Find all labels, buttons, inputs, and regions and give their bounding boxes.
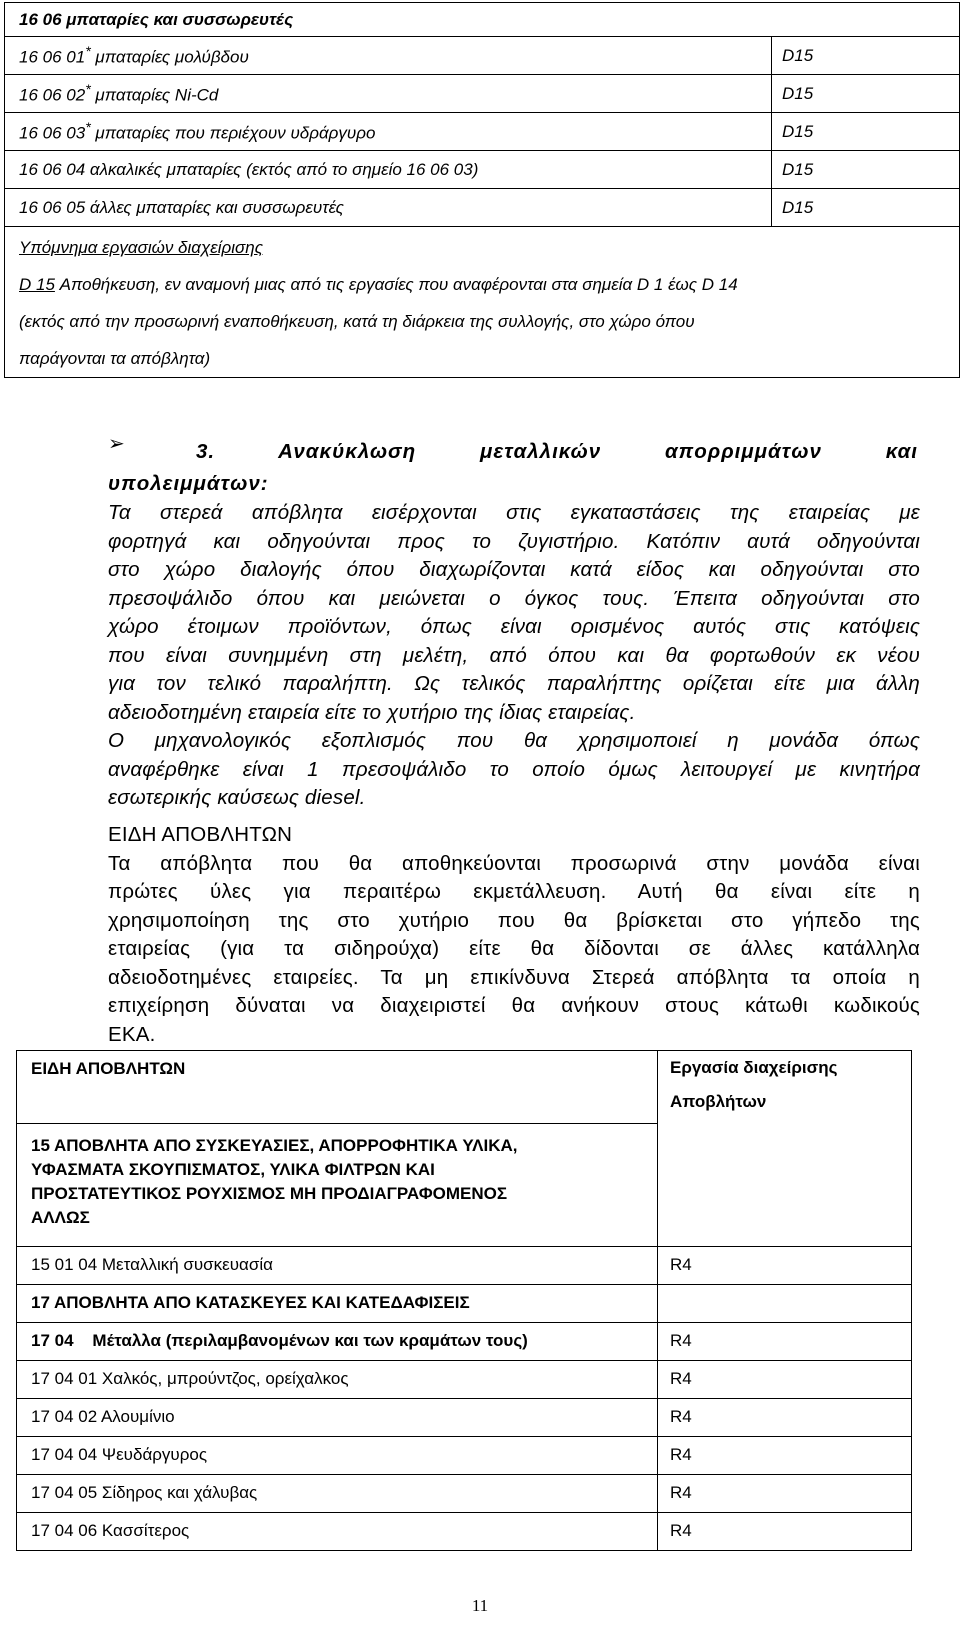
legend-line: (εκτός από την προσωρινή εναποθήκευση, κατά τη διάρκεια της συλλογής, στο χώρο όπου — [19, 312, 695, 331]
waste-code-cell: 16 06 01* μπαταρίες μολύβδου — [5, 37, 772, 75]
waste-code-cell: 16 06 04 αλκαλικές μπαταρίες (εκτός από το σημείο 16 06 03) — [5, 151, 772, 189]
subheading: ΕΙΔΗ ΑΠΟΒΛΗΤΩΝ — [108, 823, 293, 846]
operation-cell: R4 — [658, 1475, 912, 1513]
legend-title: Υπόμνημα εργασιών διαχείρισης — [19, 238, 263, 257]
table-row — [5, 189, 960, 227]
table-row — [5, 151, 960, 189]
col-header-operation: Εργασία διαχείρισης Αποβλήτων — [658, 1051, 912, 1247]
legend-line: D 15 Αποθήκευση, εν αναμονή μιας από τις εργασίες που αναφέρονται στα σημεία D 1 έως D 14 — [19, 275, 738, 294]
operation-cell: R4 — [658, 1437, 912, 1475]
group-15-cell: 15 ΑΠΟΒΛΗΤΑ ΑΠΟ ΣΥΣΚΕΥΑΣΙΕΣ, ΑΠΟΡΡΟΦΗΤΙΚΑ ΥΛΙΚΑ, ΥΦΑΣΜΑΤΑ ΣΚΟΥΠΙΣΜΑΤΟΣ, ΥΛΙΚΑ ΦΙΛΤΡΩΝ ΚΑΙ ΠΡΟΣΤΑΤΕΥΤΙΚΟΣ ΡΟΥΧΙΣΜΟΣ ΜΗ ΠΡΟΔΙΑΓΡΑΦΟΜΕΝΟΣ ΑΛΛΩΣ — [17, 1124, 658, 1247]
table-row — [17, 1399, 912, 1437]
text-line: πρεσοψάλιδο όπου και μειώνεται ο όγκος τους. Έπειτα οδηγούνται στο — [108, 586, 920, 610]
operation-cell: D15 — [772, 37, 960, 75]
text-line: εταιρείας (για τα σιδηρούχα) είτε θα δίδονται σε άλλες κατάλληλα — [108, 937, 920, 960]
operation-cell — [658, 1285, 912, 1323]
table-row — [17, 1437, 912, 1475]
table-row — [17, 1285, 912, 1323]
text-line: που είναι συνημμένη στη μελέτη, από όπου και θα φορτωθούν εκ νέου — [108, 643, 920, 667]
operation-cell: R4 — [658, 1247, 912, 1285]
operation-cell: R4 — [658, 1399, 912, 1437]
text-line: αδειοδοτημένες εταιρείες. Τα μη επικίνδυνα Στερεά απόβλητα τα οποία η — [108, 965, 920, 989]
waste-label-cell: 17 04 05 Σίδηρος και χάλυβας — [17, 1475, 658, 1513]
text-line: αναφέρθηκε είναι 1 πρεσοψάλιδο το οποίο όμως λειτουργεί με κινητήρα — [108, 757, 920, 781]
waste-code-cell: 16 06 03* μπαταρίες που περιέχουν υδράργυρο — [5, 113, 772, 151]
table-row — [17, 1323, 912, 1361]
waste-code-cell: 16 06 05 άλλες μπαταρίες και συσσωρευτές — [5, 189, 772, 227]
table-header-cell: 16 06 μπαταρίες και συσσωρευτές — [5, 3, 960, 37]
section-italic-paragraph — [108, 499, 920, 813]
operation-cell: D15 — [772, 151, 960, 189]
text-line: για τον τελικό παραλήπτη. Ως τελικός παραλήπτης ορίζεται είτε μια άλλη — [108, 672, 920, 695]
section-title: 3. Ανακύκλωση μεταλλικών απορριμμάτων και — [196, 440, 918, 463]
text-line: εσωτερικής καύσεως diesel. — [108, 786, 366, 809]
table-row — [17, 1475, 912, 1513]
text-line: ΕΚΑ. — [108, 1022, 156, 1046]
text-line: Τα απόβλητα που θα αποθηκεύονται προσωρινά στην μονάδα είναι — [108, 851, 920, 875]
table-row — [5, 37, 960, 75]
text-line: Ο μηχανολογικός εξοπλισμός που θα χρησιμοποιεί η μονάδα όπως — [108, 729, 920, 752]
waste-types-table — [16, 1050, 912, 1551]
text-line: φορτηγά και οδηγούνται προς το ζυγιστήριο. Κατόπιν αυτά οδηγούνται — [108, 529, 920, 553]
section-title-continued: υπολειμμάτων: — [108, 472, 269, 495]
operation-cell: D15 — [772, 189, 960, 227]
legend-line: παράγονται τα απόβλητα) — [19, 349, 211, 368]
waste-code-cell: 16 06 02* μπαταρίες Ni-Cd — [5, 75, 772, 113]
section-normal-paragraph — [108, 821, 920, 1049]
text-line: στο χώρο διαλογής όπου διαχωρίζονται κατά είδος και οδηγούνται στο — [108, 558, 920, 581]
waste-label-cell: 17 04 04 Ψευδάργυρος — [17, 1437, 658, 1475]
table-row — [17, 1247, 912, 1285]
text-line: αδειοδοτημένη εταιρεία είτε το χυτήριο της ίδιας εταιρείας. — [108, 700, 636, 724]
operation-cell: R4 — [658, 1513, 912, 1551]
legend-cell — [5, 227, 960, 378]
col-header-waste-types: ΕΙΔΗ ΑΠΟΒΛΗΤΩΝ — [17, 1051, 658, 1124]
waste-label-cell: 17 04 02 Αλουμίνιο — [17, 1399, 658, 1437]
arrow-bullet-icon: ➢ — [108, 433, 125, 455]
operation-cell: D15 — [772, 75, 960, 113]
table-header-row — [5, 3, 960, 37]
table-row — [17, 1361, 912, 1399]
text-line: επιχείρηση δύναται να διαχειριστεί θα ανήκουν στους κάτωθι κωδικούς — [108, 994, 920, 1017]
waste-label-cell: 17 04 06 Κασσίτερος — [17, 1513, 658, 1551]
text-line: χρησιμοποίηση της στο χυτήριο που θα βρίσκεται στο γήπεδο της — [108, 908, 920, 932]
table-row — [5, 113, 960, 151]
table-header-row — [17, 1051, 912, 1124]
waste-label-cell: 17 04 Μέταλλα (περιλαμβανομένων και των κραμάτων τους) — [17, 1323, 658, 1361]
operation-cell: R4 — [658, 1361, 912, 1399]
operation-cell: R4 — [658, 1323, 912, 1361]
text-line: χώρο έτοιμων προϊόντων, όπως είναι ορισμένος αυτός στις κατόψεις — [108, 615, 920, 638]
waste-label-cell: 15 01 04 Μεταλλική συσκευασία — [17, 1247, 658, 1285]
waste-label-cell: 17 ΑΠΟΒΛΗΤΑ ΑΠΟ ΚΑΤΑΣΚΕΥΕΣ ΚΑΙ ΚΑΤΕΔΑΦΙΣΕΙΣ — [17, 1285, 658, 1323]
page-number: 11 — [471, 1596, 489, 1615]
operation-cell: D15 — [772, 113, 960, 151]
legend-row — [5, 227, 960, 378]
table-row — [5, 75, 960, 113]
table-row — [17, 1513, 912, 1551]
text-line: Τα στερεά απόβλητα εισέρχονται στις εγκαταστάσεις της εταιρείας με — [108, 501, 920, 524]
text-line: πρώτες ύλες για περαιτέρω εκμετάλλευση. Αυτή θα είναι είτε η — [108, 880, 920, 903]
waste-label-cell: 17 04 01 Χαλκός, μπρούντζος, ορείχαλκος — [17, 1361, 658, 1399]
battery-waste-table — [4, 2, 960, 378]
